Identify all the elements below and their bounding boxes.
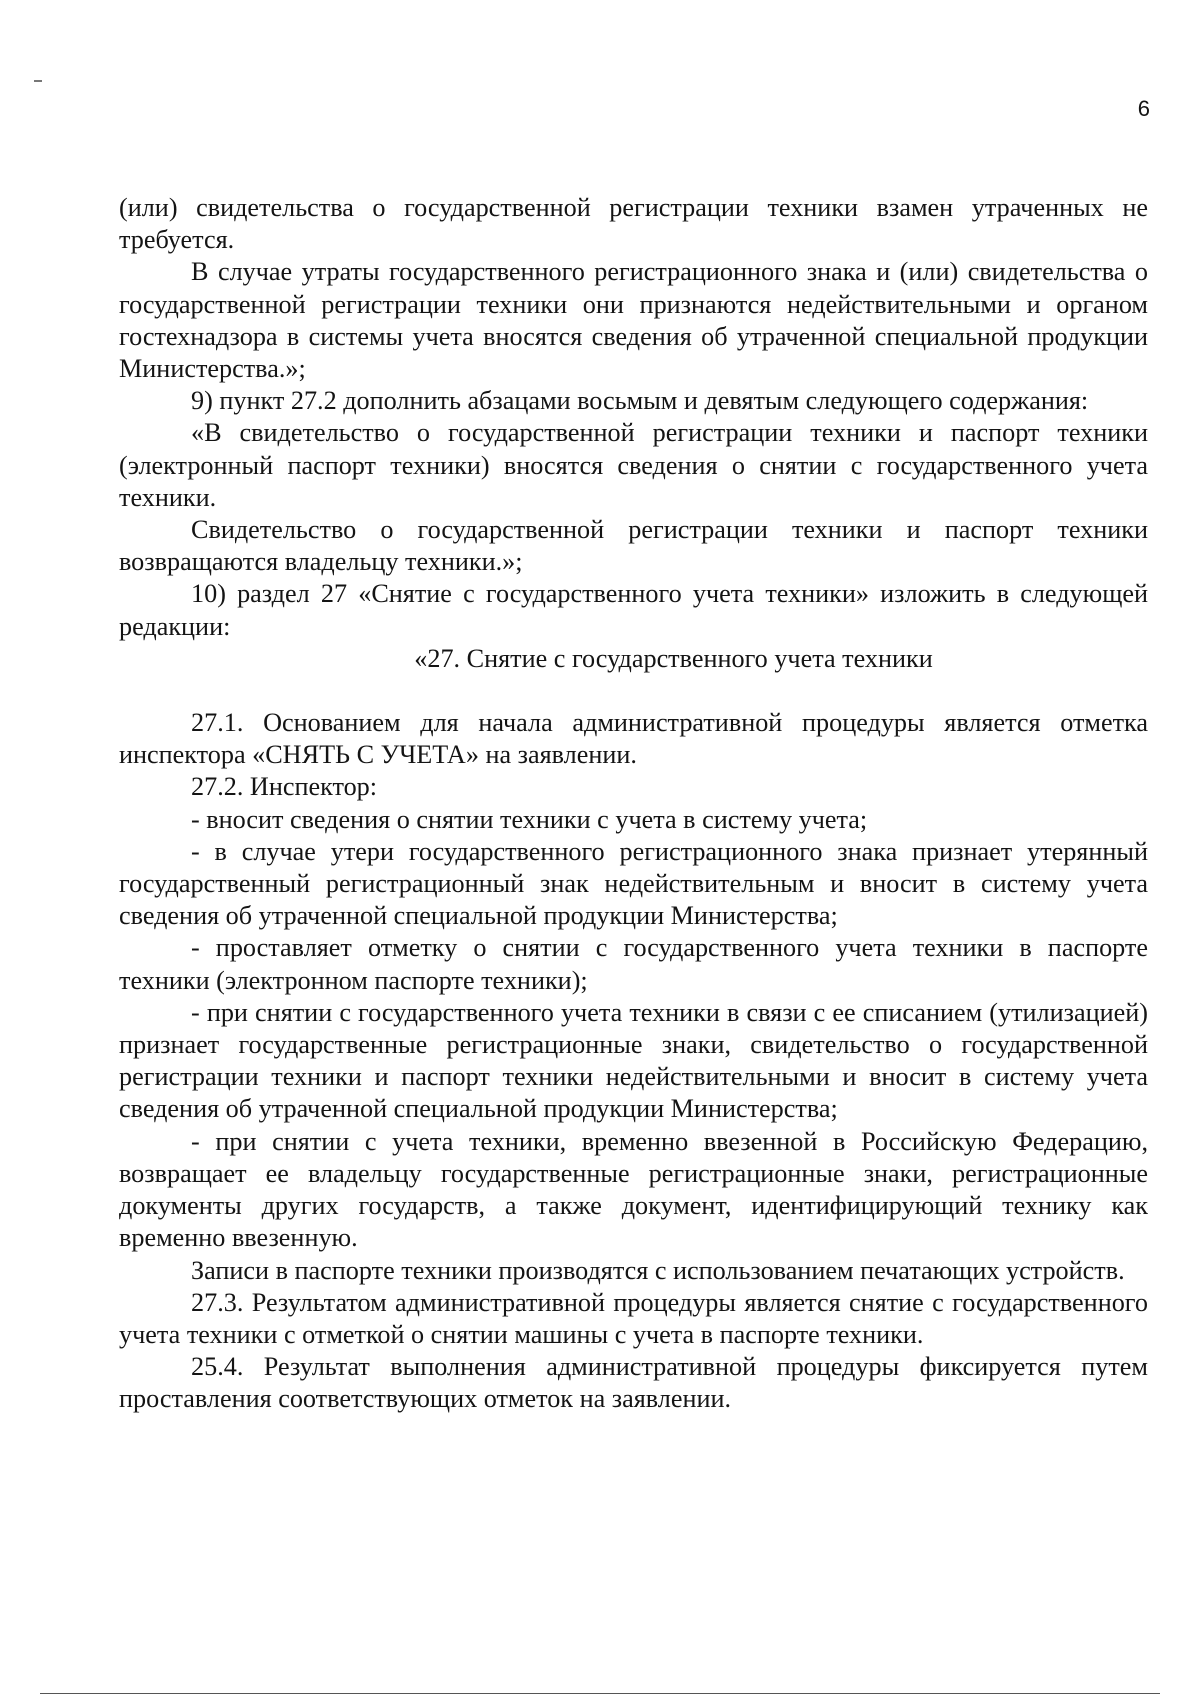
paragraph-27-2: 27.2. Инспектор:: [191, 772, 378, 802]
paragraph-27-3: 27.3. Результатом административной процедуры является снятие с государственного учета техники с отметкой о снятии машины с учета в паспорте техники.: [119, 1287, 1148, 1349]
paragraph-item-10: 10) раздел 27 «Снятие с государственного учета техники» изложить в следующей редакции:: [119, 579, 1148, 641]
section-heading: «27. Снятие с государственного учета техники: [414, 643, 933, 673]
list-item: - проставляет отметку о снятии с государственного учета техники в паспорте техники (электронном паспорте техники);: [119, 933, 1148, 995]
list-item: - вносит сведения о снятии техники с учета в систему учета;: [191, 804, 868, 834]
paragraph-certificate-entry: «В свидетельство о государственной регистрации техники и паспорт техники (электронный паспорт техники) вносятся сведения о снятии с государственного учета техники.: [119, 418, 1148, 512]
paragraph-printing-devices: Записи в паспорте техники производятся с использованием печатающих устройств.: [191, 1255, 1125, 1285]
paragraph-certificate-return: Свидетельство о государственной регистрации техники и паспорт техники возвращаются владельцу техники.»;: [119, 515, 1148, 577]
bottom-divider: [40, 1693, 1160, 1694]
scan-artifact: [34, 80, 42, 82]
list-item: - при снятии с учета техники, временно ввезенной в Российскую Федерацию, возвращает ее владельцу государственные регистрационные знаки, регистрационные документы других государств, а также документ, идентифицирующий технику как временно ввезенную.: [119, 1126, 1148, 1253]
paragraph-loss-of-plate: В случае утраты государственного регистрационного знака и (или) свидетельства о государственной регистрации техники они признаются недействительными и органом гостехнадзора в системы учета вносятся сведения об утраченной специальной продукции Министерства.»;: [119, 257, 1148, 384]
list-item: - в случае утери государственного регистрационного знака признает утерянный государственный регистрационный знак недействительным и вносит в систему учета сведения об утраченной специальной продукции Министерства;: [119, 836, 1148, 931]
document-body: [119, 192, 1148, 1416]
page-number: 6: [1137, 96, 1150, 121]
list-item: - при снятии с государственного учета техники в связи с ее списанием (утилизацией) признает государственные регистрационные знаки, свидетельство о государственной регистрации техники и паспорт техники недействительными и вносит в систему учета сведения об утраченной специальной продукции Министерства;: [119, 997, 1148, 1124]
paragraph-27-1: 27.1. Основанием для начала административной процедуры является отметка инспектора «СНЯТЬ С УЧЕТА» на заявлении.: [119, 708, 1148, 770]
paragraph-continuation: (или) свидетельства о государственной регистрации техники взамен утраченных не требуется.: [119, 193, 1148, 255]
paragraph-25-4: 25.4. Результат выполнения административной процедуры фиксируется путем проставления соответствующих отметок на заявлении.: [119, 1352, 1148, 1414]
paragraph-item-9: 9) пункт 27.2 дополнить абзацами восьмым и девятым следующего содержания:: [191, 386, 1089, 416]
